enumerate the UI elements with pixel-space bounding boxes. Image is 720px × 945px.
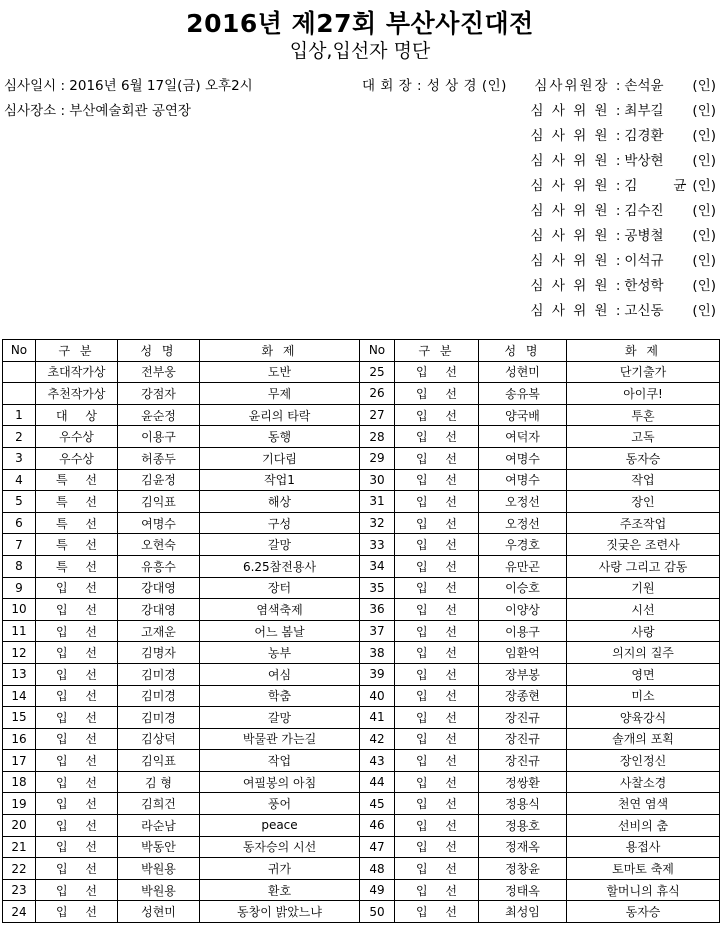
entry-topic: 시선 bbox=[567, 599, 720, 621]
entry-topic: 해상 bbox=[200, 491, 360, 513]
entry-name: 유흥수 bbox=[118, 555, 200, 577]
entry-name: 김 형 bbox=[118, 771, 200, 793]
entry-topic: 아이쿠! bbox=[567, 383, 720, 405]
entry-name: 김익표 bbox=[118, 750, 200, 772]
entry-number: 36 bbox=[360, 599, 395, 621]
entry-topic: 기다림 bbox=[200, 447, 360, 469]
entry-number: 26 bbox=[360, 383, 395, 405]
entry-category: 특 선 bbox=[36, 512, 118, 534]
entry-number: 1 bbox=[3, 404, 36, 426]
entry-name: 전부웅 bbox=[118, 361, 200, 383]
entry-name: 김상덕 bbox=[118, 728, 200, 750]
entry-category: 특 선 bbox=[36, 469, 118, 491]
entry-number: 29 bbox=[360, 447, 395, 469]
entry-category: 입 선 bbox=[395, 771, 479, 793]
entry-topic: 농부 bbox=[200, 642, 360, 664]
entry-number: 3 bbox=[3, 447, 36, 469]
judge-line bbox=[531, 249, 716, 274]
entry-number: 27 bbox=[360, 404, 395, 426]
entry-category: 입 선 bbox=[36, 685, 118, 707]
entry-number: 4 bbox=[3, 469, 36, 491]
table-header-row bbox=[3, 340, 720, 362]
table-row bbox=[3, 512, 720, 534]
entry-topic: 작업1 bbox=[200, 469, 360, 491]
table-row bbox=[3, 879, 720, 901]
entry-name: 장진규 bbox=[479, 707, 567, 729]
entry-category: 입 선 bbox=[395, 901, 479, 923]
entry-number: 18 bbox=[3, 771, 36, 793]
entry-name: 박원용 bbox=[118, 858, 200, 880]
entry-name: 정재옥 bbox=[479, 836, 567, 858]
table-row bbox=[3, 793, 720, 815]
results-table bbox=[2, 339, 720, 923]
entry-topic: 동행 bbox=[200, 426, 360, 448]
entry-name: 강점자 bbox=[118, 383, 200, 405]
entry-topic: 짓궂은 조련사 bbox=[567, 534, 720, 556]
entry-number: 25 bbox=[360, 361, 395, 383]
entry-number: 33 bbox=[360, 534, 395, 556]
judge-role: 심 사 위 원 : bbox=[530, 303, 623, 319]
entry-number: 49 bbox=[360, 879, 395, 901]
entry-number: 11 bbox=[3, 620, 36, 642]
entry-topic: 동자승 bbox=[567, 447, 720, 469]
entry-number: 38 bbox=[360, 642, 395, 664]
judge-name: 이석규 bbox=[624, 253, 664, 269]
judge-name: 김수진 bbox=[624, 203, 664, 219]
entry-name: 성현미 bbox=[479, 361, 567, 383]
entry-category: 특 선 bbox=[36, 555, 118, 577]
entry-number: 13 bbox=[3, 663, 36, 685]
entry-number: 16 bbox=[3, 728, 36, 750]
entry-name: 유만곤 bbox=[479, 555, 567, 577]
judge-name: 손석윤 bbox=[624, 78, 664, 94]
entry-category: 입 선 bbox=[395, 383, 479, 405]
entry-category: 특 선 bbox=[36, 534, 118, 556]
chairman: 대 회 장 : 성 상 경 (인) bbox=[362, 78, 507, 94]
judge-line bbox=[531, 174, 716, 199]
entry-topic: 6.25참전용사 bbox=[200, 555, 360, 577]
entry-category: 입 선 bbox=[395, 728, 479, 750]
entry-number: 32 bbox=[360, 512, 395, 534]
table-row bbox=[3, 685, 720, 707]
entry-category: 입 선 bbox=[36, 836, 118, 858]
entry-name: 여명수 bbox=[118, 512, 200, 534]
entry-name: 오정선 bbox=[479, 491, 567, 513]
table-row bbox=[3, 815, 720, 837]
entry-name: 이용구 bbox=[118, 426, 200, 448]
entry-name: 양국배 bbox=[479, 404, 567, 426]
table-row bbox=[3, 836, 720, 858]
judging-date: 심사일시 : 2016년 6월 17일(금) 오후2시 bbox=[4, 78, 253, 94]
entry-topic: 고독 bbox=[567, 426, 720, 448]
table-row bbox=[3, 404, 720, 426]
judge-name: 김 균 bbox=[624, 178, 687, 194]
judge-line bbox=[531, 74, 716, 99]
judges-list bbox=[531, 74, 716, 324]
entry-category: 입 선 bbox=[395, 663, 479, 685]
entry-category: 입 선 bbox=[36, 879, 118, 901]
entry-number: 31 bbox=[360, 491, 395, 513]
entry-number: 47 bbox=[360, 836, 395, 858]
entry-topic: 염색축제 bbox=[200, 599, 360, 621]
judge-name: 최부길 bbox=[624, 103, 664, 119]
header-topic: 화 제 bbox=[200, 340, 360, 362]
entry-name: 여명수 bbox=[479, 469, 567, 491]
table-row bbox=[3, 771, 720, 793]
entry-topic: 박물관 가는길 bbox=[200, 728, 360, 750]
entry-name: 김익표 bbox=[118, 491, 200, 513]
entry-name: 여덕자 bbox=[479, 426, 567, 448]
entry-category: 입 선 bbox=[395, 361, 479, 383]
entry-topic: 장인정신 bbox=[567, 750, 720, 772]
table-row bbox=[3, 383, 720, 405]
entry-category: 입 선 bbox=[395, 642, 479, 664]
entry-number: 20 bbox=[3, 815, 36, 837]
entry-category: 대 상 bbox=[36, 404, 118, 426]
entry-number: 14 bbox=[3, 685, 36, 707]
entry-category: 입 선 bbox=[395, 793, 479, 815]
entry-topic: 환호 bbox=[200, 879, 360, 901]
judge-role: 심 사 위 원 : bbox=[530, 103, 623, 119]
judge-seal: (인) bbox=[692, 178, 716, 194]
entry-topic: 동자승 bbox=[567, 901, 720, 923]
entry-topic: 작업 bbox=[567, 469, 720, 491]
table-row bbox=[3, 750, 720, 772]
judge-name: 김경환 bbox=[624, 128, 664, 144]
judging-info bbox=[4, 74, 253, 124]
entry-topic: 용접사 bbox=[567, 836, 720, 858]
judge-line bbox=[531, 124, 716, 149]
entry-name: 정용호 bbox=[479, 815, 567, 837]
judge-line bbox=[531, 99, 716, 124]
entry-number: 21 bbox=[3, 836, 36, 858]
entry-name: 박동안 bbox=[118, 836, 200, 858]
entry-topic: 귀가 bbox=[200, 858, 360, 880]
entry-name: 성현미 bbox=[118, 901, 200, 923]
entry-topic: 학춤 bbox=[200, 685, 360, 707]
entry-name: 장부봉 bbox=[479, 663, 567, 685]
judge-name: 공병철 bbox=[624, 228, 664, 244]
entry-topic: 장터 bbox=[200, 577, 360, 599]
entry-topic: 동자승의 시선 bbox=[200, 836, 360, 858]
entry-number: 15 bbox=[3, 707, 36, 729]
header-no: No bbox=[3, 340, 36, 362]
entry-topic: 여심 bbox=[200, 663, 360, 685]
entry-category: 입 선 bbox=[395, 491, 479, 513]
entry-category: 입 선 bbox=[395, 512, 479, 534]
entry-name: 정창윤 bbox=[479, 858, 567, 880]
entry-topic: 갈망 bbox=[200, 534, 360, 556]
entry-number: 7 bbox=[3, 534, 36, 556]
entry-number: 48 bbox=[360, 858, 395, 880]
entry-name: 오정선 bbox=[479, 512, 567, 534]
judge-line bbox=[531, 299, 716, 324]
entry-name: 정쌍환 bbox=[479, 771, 567, 793]
entry-category: 입 선 bbox=[395, 836, 479, 858]
document-title: 2016년 제27회 부산사진대전 bbox=[186, 9, 534, 38]
document-subtitle: 입상,입선자 명단 bbox=[289, 40, 431, 62]
entry-topic: 기원 bbox=[567, 577, 720, 599]
judge-seal: (인) bbox=[692, 228, 716, 244]
entry-topic: 구성 bbox=[200, 512, 360, 534]
entry-category: 입 선 bbox=[36, 663, 118, 685]
entry-name: 이승호 bbox=[479, 577, 567, 599]
entry-category: 입 선 bbox=[395, 534, 479, 556]
entry-category: 입 선 bbox=[36, 599, 118, 621]
judge-seal: (인) bbox=[692, 78, 716, 94]
entry-topic: 주조작업 bbox=[567, 512, 720, 534]
judge-line bbox=[531, 274, 716, 299]
entry-category: 우수상 bbox=[36, 447, 118, 469]
judge-seal: (인) bbox=[692, 153, 716, 169]
entry-name: 고재운 bbox=[118, 620, 200, 642]
entry-category: 입 선 bbox=[395, 707, 479, 729]
entry-name: 정태옥 bbox=[479, 879, 567, 901]
entry-topic: 갈망 bbox=[200, 707, 360, 729]
judge-role: 심 사 위 원 : bbox=[530, 253, 623, 269]
table-row bbox=[3, 707, 720, 729]
table-row bbox=[3, 447, 720, 469]
entry-number: 23 bbox=[3, 879, 36, 901]
entry-name: 여명수 bbox=[479, 447, 567, 469]
judge-line bbox=[531, 224, 716, 249]
header-no: No bbox=[360, 340, 395, 362]
table-row bbox=[3, 858, 720, 880]
entry-number: 50 bbox=[360, 901, 395, 923]
entry-name: 장진규 bbox=[479, 728, 567, 750]
entry-number bbox=[3, 383, 36, 405]
table-row bbox=[3, 620, 720, 642]
entry-topic: 투혼 bbox=[567, 404, 720, 426]
table-row bbox=[3, 728, 720, 750]
entry-category: 입 선 bbox=[36, 642, 118, 664]
judge-seal: (인) bbox=[692, 303, 716, 319]
entry-category: 입 선 bbox=[36, 707, 118, 729]
entry-name: 김윤정 bbox=[118, 469, 200, 491]
table-row bbox=[3, 534, 720, 556]
entry-name: 이양상 bbox=[479, 599, 567, 621]
judge-name: 고신동 bbox=[624, 303, 664, 319]
entry-category: 입 선 bbox=[395, 426, 479, 448]
entry-name: 김희건 bbox=[118, 793, 200, 815]
entry-topic: 무제 bbox=[200, 383, 360, 405]
entry-number: 43 bbox=[360, 750, 395, 772]
entry-number: 19 bbox=[3, 793, 36, 815]
entry-topic: 여필봉의 아침 bbox=[200, 771, 360, 793]
entry-topic: 솔개의 포획 bbox=[567, 728, 720, 750]
entry-number: 12 bbox=[3, 642, 36, 664]
entry-number: 40 bbox=[360, 685, 395, 707]
entry-name: 김미경 bbox=[118, 707, 200, 729]
entry-number: 39 bbox=[360, 663, 395, 685]
entry-category: 우수상 bbox=[36, 426, 118, 448]
entry-number: 8 bbox=[3, 555, 36, 577]
judge-role: 심 사 위 원 : bbox=[530, 178, 623, 194]
entry-number: 45 bbox=[360, 793, 395, 815]
entry-name: 송유복 bbox=[479, 383, 567, 405]
table-row bbox=[3, 469, 720, 491]
entry-number: 44 bbox=[360, 771, 395, 793]
entry-topic: 할머니의 휴식 bbox=[567, 879, 720, 901]
entry-number: 6 bbox=[3, 512, 36, 534]
entry-topic: 장인 bbox=[567, 491, 720, 513]
entry-topic: 영면 bbox=[567, 663, 720, 685]
entry-number: 41 bbox=[360, 707, 395, 729]
entry-category: 입 선 bbox=[395, 685, 479, 707]
judge-role: 심사위원장 : bbox=[534, 78, 623, 94]
judge-line bbox=[531, 199, 716, 224]
entry-name: 라순남 bbox=[118, 815, 200, 837]
entry-topic: 의지의 질주 bbox=[567, 642, 720, 664]
judge-seal: (인) bbox=[692, 103, 716, 119]
entry-number: 22 bbox=[3, 858, 36, 880]
judge-seal: (인) bbox=[692, 128, 716, 144]
entry-number: 46 bbox=[360, 815, 395, 837]
entry-category: 입 선 bbox=[36, 793, 118, 815]
entry-category: 입 선 bbox=[36, 771, 118, 793]
judge-role: 심 사 위 원 : bbox=[530, 153, 623, 169]
entry-number: 2 bbox=[3, 426, 36, 448]
entry-category: 입 선 bbox=[36, 728, 118, 750]
header-topic: 화 제 bbox=[567, 340, 720, 362]
entry-category: 입 선 bbox=[395, 620, 479, 642]
entry-topic: 윤리의 타락 bbox=[200, 404, 360, 426]
entry-category: 추천작가상 bbox=[36, 383, 118, 405]
entry-topic: 어느 봄날 bbox=[200, 620, 360, 642]
entry-number: 24 bbox=[3, 901, 36, 923]
entry-number: 10 bbox=[3, 599, 36, 621]
entry-name: 윤순정 bbox=[118, 404, 200, 426]
entry-category: 초대작가상 bbox=[36, 361, 118, 383]
entry-topic: 천연 염색 bbox=[567, 793, 720, 815]
entry-name: 허종두 bbox=[118, 447, 200, 469]
entry-category: 입 선 bbox=[36, 620, 118, 642]
entry-category: 특 선 bbox=[36, 491, 118, 513]
entry-category: 입 선 bbox=[36, 577, 118, 599]
entry-name: 최성임 bbox=[479, 901, 567, 923]
entry-topic: 토마토 축제 bbox=[567, 858, 720, 880]
entry-topic: 양육강식 bbox=[567, 707, 720, 729]
table-row bbox=[3, 901, 720, 923]
entry-name: 정용식 bbox=[479, 793, 567, 815]
table-row bbox=[3, 577, 720, 599]
entry-number bbox=[3, 361, 36, 383]
table-row bbox=[3, 491, 720, 513]
entry-category: 입 선 bbox=[36, 901, 118, 923]
table-row bbox=[3, 361, 720, 383]
entry-number: 28 bbox=[360, 426, 395, 448]
judge-seal: (인) bbox=[692, 278, 716, 294]
entry-topic: 동창이 밝았느냐 bbox=[200, 901, 360, 923]
judge-role: 심 사 위 원 : bbox=[530, 228, 623, 244]
entry-category: 입 선 bbox=[395, 815, 479, 837]
entry-category: 입 선 bbox=[395, 404, 479, 426]
header-name: 성 명 bbox=[479, 340, 567, 362]
entry-category: 입 선 bbox=[395, 555, 479, 577]
entry-topic: 사랑 bbox=[567, 620, 720, 642]
entry-category: 입 선 bbox=[395, 858, 479, 880]
entry-name: 장종현 bbox=[479, 685, 567, 707]
entry-name: 오현숙 bbox=[118, 534, 200, 556]
judge-name: 한성학 bbox=[624, 278, 664, 294]
entry-topic: 도반 bbox=[200, 361, 360, 383]
judge-name: 박상현 bbox=[624, 153, 664, 169]
entry-name: 강대영 bbox=[118, 599, 200, 621]
entry-name: 임환억 bbox=[479, 642, 567, 664]
table-row bbox=[3, 599, 720, 621]
entry-category: 입 선 bbox=[395, 750, 479, 772]
entry-category: 입 선 bbox=[36, 858, 118, 880]
entry-number: 37 bbox=[360, 620, 395, 642]
entry-category: 입 선 bbox=[395, 879, 479, 901]
entry-topic: 미소 bbox=[567, 685, 720, 707]
judge-seal: (인) bbox=[692, 253, 716, 269]
table-row bbox=[3, 555, 720, 577]
entry-number: 42 bbox=[360, 728, 395, 750]
entry-number: 35 bbox=[360, 577, 395, 599]
entry-name: 김명자 bbox=[118, 642, 200, 664]
entry-name: 박원용 bbox=[118, 879, 200, 901]
judge-role: 심 사 위 원 : bbox=[530, 278, 623, 294]
entry-number: 30 bbox=[360, 469, 395, 491]
table-row bbox=[3, 642, 720, 664]
entry-category: 입 선 bbox=[36, 750, 118, 772]
entry-number: 9 bbox=[3, 577, 36, 599]
judging-place: 심사장소 : 부산예술회관 공연장 bbox=[4, 103, 191, 119]
header-category: 구 분 bbox=[395, 340, 479, 362]
entry-number: 17 bbox=[3, 750, 36, 772]
entry-topic: peace bbox=[200, 815, 360, 837]
judge-seal: (인) bbox=[692, 203, 716, 219]
entry-topic: 작업 bbox=[200, 750, 360, 772]
entry-category: 입 선 bbox=[395, 599, 479, 621]
entry-name: 장진규 bbox=[479, 750, 567, 772]
table-row bbox=[3, 663, 720, 685]
entry-category: 입 선 bbox=[395, 577, 479, 599]
judge-role: 심 사 위 원 : bbox=[530, 128, 623, 144]
entry-name: 김미경 bbox=[118, 685, 200, 707]
header-name: 성 명 bbox=[118, 340, 200, 362]
entry-category: 입 선 bbox=[395, 469, 479, 491]
entry-topic: 사찰소경 bbox=[567, 771, 720, 793]
entry-name: 강대영 bbox=[118, 577, 200, 599]
judge-line bbox=[531, 149, 716, 174]
entry-topic: 사랑 그리고 감동 bbox=[567, 555, 720, 577]
entry-name: 이용구 bbox=[479, 620, 567, 642]
header-category: 구 분 bbox=[36, 340, 118, 362]
judge-role: 심 사 위 원 : bbox=[530, 203, 623, 219]
entry-category: 입 선 bbox=[395, 447, 479, 469]
entry-topic: 단기출가 bbox=[567, 361, 720, 383]
entry-topic: 풍어 bbox=[200, 793, 360, 815]
entry-number: 34 bbox=[360, 555, 395, 577]
entry-name: 김미경 bbox=[118, 663, 200, 685]
entry-name: 우경호 bbox=[479, 534, 567, 556]
entry-category: 입 선 bbox=[36, 815, 118, 837]
table-row bbox=[3, 426, 720, 448]
entry-number: 5 bbox=[3, 491, 36, 513]
entry-topic: 선비의 춤 bbox=[567, 815, 720, 837]
